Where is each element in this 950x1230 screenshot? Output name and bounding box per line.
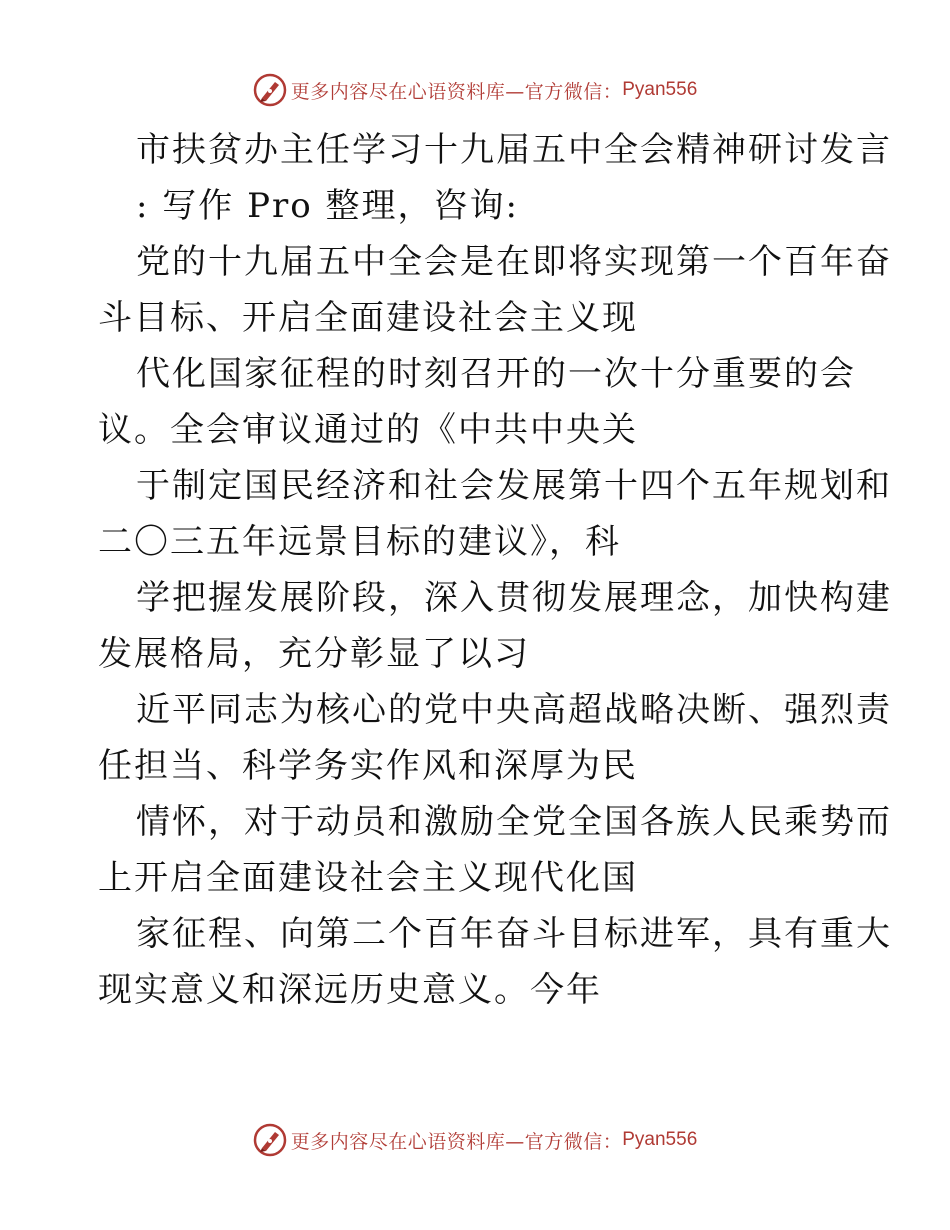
pen-logo-icon bbox=[253, 73, 287, 107]
body-line: 市扶贫办主任学习十九届五中全会精神研讨发言 bbox=[136, 130, 892, 170]
body-line: 发展格局，充分彰显了以习 bbox=[98, 634, 530, 674]
document-body bbox=[98, 122, 892, 1018]
header-banner-id: Pyan556 bbox=[622, 79, 698, 100]
pen-logo-icon bbox=[253, 1123, 287, 1157]
header-banner-text: 更多内容尽在心语资料库—官方微信： bbox=[290, 80, 623, 103]
body-line: 二〇三五年远景目标的建议》，科 bbox=[98, 522, 621, 562]
body-line: 党的十九届五中全会是在即将实现第一个百年奋 bbox=[136, 242, 892, 282]
footer-banner-id: Pyan556 bbox=[622, 1129, 698, 1150]
footer-banner bbox=[0, 1120, 950, 1160]
body-line: 现实意义和深远历史意义。今年 bbox=[98, 970, 602, 1010]
body-line: : 写作 Pro 整理，咨询: bbox=[136, 186, 519, 226]
footer-banner-text: 更多内容尽在心语资料库—官方微信： bbox=[290, 1130, 623, 1153]
body-line: 议。全会审议通过的《中共中央关 bbox=[98, 410, 638, 450]
body-line: 任担当、科学务实作风和深厚为民 bbox=[98, 746, 638, 786]
body-line: 家征程、向第二个百年奋斗目标进军，具有重大 bbox=[136, 914, 892, 954]
body-line: 于制定国民经济和社会发展第十四个五年规划和 bbox=[136, 466, 892, 506]
body-line: 情怀，对于动员和激励全党全国各族人民乘势而 bbox=[136, 802, 892, 842]
body-line: 学把握发展阶段，深入贯彻发展理念，加快构建 bbox=[136, 578, 892, 618]
body-line: 代化国家征程的时刻召开的一次十分重要的会 bbox=[136, 354, 856, 394]
body-line: 上开启全面建设社会主义现代化国 bbox=[98, 858, 638, 898]
body-line: 近平同志为核心的党中央高超战略决断、强烈责 bbox=[136, 690, 892, 730]
header-banner bbox=[0, 70, 950, 110]
body-line: 斗目标、开启全面建设社会主义现 bbox=[98, 298, 638, 338]
